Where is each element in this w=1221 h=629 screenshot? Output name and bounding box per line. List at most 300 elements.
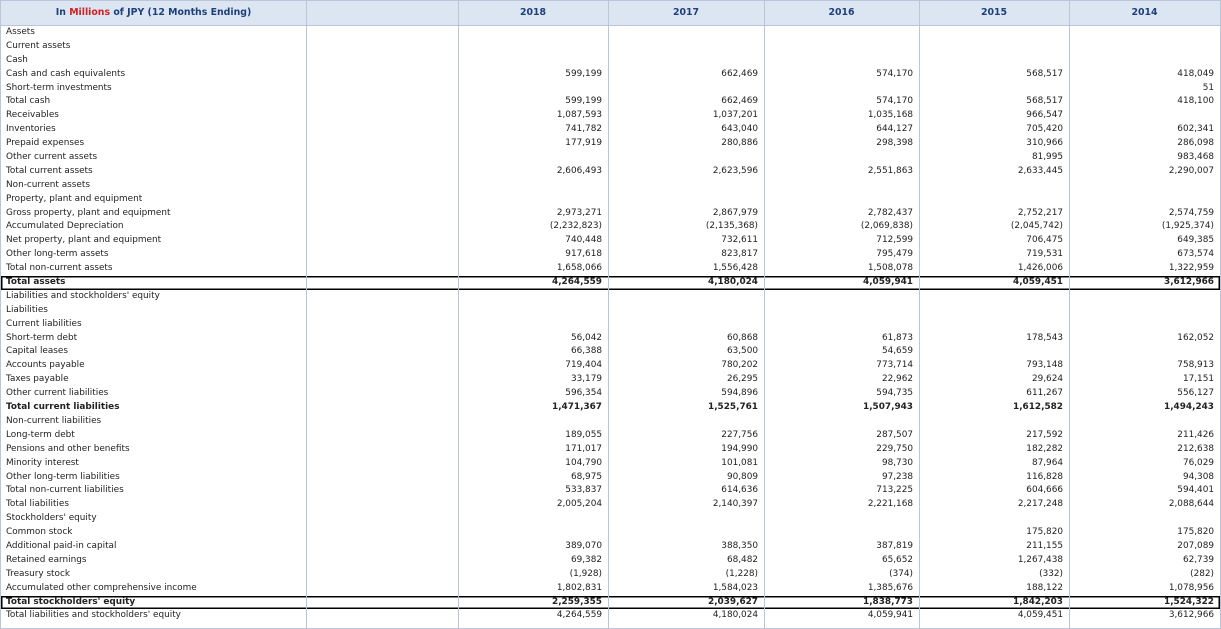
value-cell: 387,819 — [876, 540, 913, 551]
value-cell: 65,652 — [881, 554, 913, 565]
value-cell — [919, 304, 1069, 318]
value-cell: 795,479 — [876, 249, 913, 260]
value-cell — [764, 415, 919, 429]
row-label: Accumulated other comprehensive income — [6, 582, 197, 593]
caption-prefix: In — [55, 7, 70, 18]
row-label: Assets — [6, 27, 35, 37]
value-cell: 162,052 — [1177, 332, 1214, 343]
value-cell: 673,574 — [1177, 249, 1214, 260]
value-cell: 207,089 — [1177, 540, 1214, 551]
table-row — [1, 40, 1220, 54]
value-cell: 602,341 — [1177, 124, 1214, 135]
value-cell: 101,081 — [721, 457, 758, 468]
value-cell: 574,170 — [876, 96, 913, 107]
value-cell — [764, 26, 919, 40]
value-cell: 116,828 — [1026, 471, 1063, 482]
value-cell — [919, 290, 1069, 304]
value-cell — [608, 179, 764, 193]
value-cell: (1,925,374) — [1161, 221, 1214, 232]
value-cell — [458, 512, 608, 526]
value-cell: 1,494,243 — [1164, 402, 1214, 413]
value-cell: 66,388 — [570, 346, 602, 357]
year-header: 2018 — [519, 7, 547, 18]
row-label: Total cash — [6, 96, 51, 107]
value-cell: (2,045,742) — [1010, 221, 1063, 232]
value-cell — [458, 290, 608, 304]
value-cell: 2,551,863 — [867, 165, 913, 176]
table-row — [1, 415, 1220, 429]
value-cell: 211,155 — [1026, 540, 1063, 551]
value-cell: 310,966 — [1026, 138, 1063, 149]
value-cell — [764, 193, 919, 207]
value-cell: 1,584,023 — [712, 582, 758, 593]
value-cell: 1,035,168 — [867, 110, 913, 121]
value-cell: 280,886 — [721, 138, 758, 149]
value-cell: 1,508,078 — [867, 263, 913, 274]
value-cell: 2,140,397 — [712, 499, 758, 510]
value-cell — [458, 304, 608, 318]
value-cell: (374) — [889, 568, 913, 579]
value-cell — [1069, 26, 1220, 40]
value-cell: 229,750 — [876, 443, 913, 454]
value-cell: 643,040 — [721, 124, 758, 135]
row-label: Common stock — [6, 527, 73, 538]
value-cell — [608, 54, 764, 68]
value-cell — [608, 318, 764, 332]
column-divider — [608, 1, 609, 628]
column-divider — [1069, 1, 1070, 628]
row-label: Cash and cash equivalents — [6, 68, 126, 79]
row-label: Other long-term liabilities — [6, 471, 120, 482]
value-cell — [608, 193, 764, 207]
value-cell: 33,179 — [570, 374, 602, 385]
table-row — [1, 151, 1220, 165]
value-cell — [919, 54, 1069, 68]
row-label: Retained earnings — [6, 554, 87, 565]
value-cell: 1,802,831 — [556, 582, 602, 593]
value-cell: 2,221,168 — [867, 499, 913, 510]
value-cell: (2,069,838) — [860, 221, 913, 232]
table-row — [1, 443, 1220, 457]
value-cell — [764, 512, 919, 526]
value-cell: 287,507 — [876, 429, 913, 440]
value-cell — [458, 193, 608, 207]
value-cell — [1069, 345, 1220, 359]
table-row — [1, 582, 1220, 596]
table-row — [1, 234, 1220, 248]
table-row — [1, 220, 1220, 234]
value-cell: 1,385,676 — [867, 582, 913, 593]
caption-suffix: of JPY (12 Months Ending) — [110, 7, 252, 18]
value-cell: 194,990 — [721, 443, 758, 454]
value-cell — [764, 304, 919, 318]
value-cell: 2,633,445 — [1017, 165, 1063, 176]
row-label: Cash — [6, 54, 28, 65]
value-cell — [608, 82, 764, 96]
table-row — [1, 540, 1220, 554]
table-body — [1, 26, 1220, 623]
value-cell — [608, 526, 764, 540]
value-cell — [1069, 512, 1220, 526]
table-row — [1, 248, 1220, 262]
value-cell: 568,517 — [1026, 68, 1063, 79]
value-cell: 182,282 — [1026, 443, 1063, 454]
value-cell: 63,500 — [726, 346, 758, 357]
value-cell: 418,049 — [1177, 68, 1214, 79]
value-cell: 574,170 — [876, 68, 913, 79]
table-row — [1, 109, 1220, 123]
value-cell — [458, 82, 608, 96]
value-cell: 388,350 — [721, 540, 758, 551]
value-cell: 2,217,248 — [1017, 499, 1063, 510]
value-cell: 4,264,559 — [556, 610, 602, 621]
table-row — [1, 332, 1220, 346]
value-cell — [1069, 415, 1220, 429]
value-cell: 713,225 — [876, 485, 913, 496]
row-label: Total non-current assets — [6, 263, 113, 274]
table-row — [1, 526, 1220, 540]
value-cell — [458, 179, 608, 193]
year-header: 2017 — [672, 7, 700, 18]
value-cell: 60,868 — [726, 332, 758, 343]
row-label: Property, plant and equipment — [6, 193, 143, 204]
header-caption — [1, 1, 306, 25]
value-cell: 2,867,979 — [712, 207, 758, 218]
value-cell: 2,290,007 — [1168, 165, 1214, 176]
table-row — [1, 262, 1220, 276]
value-cell — [1069, 318, 1220, 332]
value-cell — [608, 26, 764, 40]
value-cell: 599,199 — [565, 68, 602, 79]
table-row — [1, 276, 1220, 290]
value-cell: 3,612,966 — [1164, 277, 1214, 288]
table-row — [1, 26, 1220, 40]
value-cell: 104,790 — [565, 457, 602, 468]
value-cell: 705,420 — [1026, 124, 1063, 135]
value-cell: 644,127 — [876, 124, 913, 135]
row-label: Net property, plant and equipment — [6, 235, 162, 246]
row-label: Receivables — [6, 110, 59, 121]
value-cell: 2,606,493 — [556, 165, 602, 176]
value-cell: 1,471,367 — [552, 402, 602, 413]
value-cell — [608, 151, 764, 165]
value-cell: 2,782,437 — [867, 207, 913, 218]
value-cell: 51 — [1202, 82, 1214, 93]
value-cell: 983,468 — [1177, 152, 1214, 163]
value-cell: 2,574,759 — [1168, 207, 1214, 218]
value-cell: 4,059,941 — [867, 610, 913, 621]
table-row — [1, 387, 1220, 401]
value-cell: 917,618 — [565, 249, 602, 260]
table-row — [1, 401, 1220, 415]
value-cell: 1,556,428 — [712, 263, 758, 274]
value-cell — [608, 415, 764, 429]
row-label: Total non-current liabilities — [6, 485, 124, 496]
value-cell: 1,838,773 — [863, 596, 913, 607]
row-label: Other current liabilities — [6, 388, 109, 399]
value-cell: 175,820 — [1177, 527, 1214, 538]
value-cell — [764, 179, 919, 193]
value-cell: 4,059,451 — [1017, 610, 1063, 621]
value-cell: 298,398 — [876, 138, 913, 149]
row-label: Liabilities and stockholders' equity — [6, 290, 160, 301]
value-cell — [919, 512, 1069, 526]
value-cell: 56,042 — [570, 332, 602, 343]
table-row — [1, 429, 1220, 443]
value-cell: 662,469 — [721, 96, 758, 107]
value-cell: 2,259,355 — [552, 596, 602, 607]
table-header-row — [1, 1, 1220, 26]
row-label: Pensions and other benefits — [6, 443, 130, 454]
row-label: Non-current assets — [6, 179, 90, 190]
value-cell: 68,482 — [726, 554, 758, 565]
row-label: Stockholders' equity — [6, 513, 97, 524]
value-cell: 2,973,271 — [556, 207, 602, 218]
value-cell: 732,611 — [721, 235, 758, 246]
value-cell: 611,267 — [1026, 388, 1063, 399]
value-cell: 823,817 — [721, 249, 758, 260]
value-cell: 1,525,761 — [708, 402, 758, 413]
value-cell: 81,995 — [1031, 152, 1063, 163]
value-cell: 418,100 — [1177, 96, 1214, 107]
table-row — [1, 457, 1220, 471]
value-cell: (282) — [1190, 568, 1214, 579]
value-cell: 2,039,627 — [708, 596, 758, 607]
value-cell: 62,739 — [1182, 554, 1214, 565]
row-label: Taxes payable — [6, 374, 69, 385]
value-cell — [919, 40, 1069, 54]
table-row — [1, 609, 1220, 623]
value-cell: 1,426,006 — [1017, 263, 1063, 274]
value-cell: 1,524,322 — [1164, 596, 1214, 607]
value-cell: 389,070 — [565, 540, 602, 551]
table-row — [1, 193, 1220, 207]
value-cell: 68,975 — [570, 471, 602, 482]
value-cell: 599,199 — [565, 96, 602, 107]
value-cell — [919, 318, 1069, 332]
value-cell — [458, 526, 608, 540]
value-cell: 2,088,644 — [1168, 499, 1214, 510]
value-cell — [919, 193, 1069, 207]
column-divider — [458, 1, 459, 628]
value-cell: 1,507,943 — [863, 402, 913, 413]
value-cell: 171,017 — [565, 443, 602, 454]
value-cell: 188,122 — [1026, 582, 1063, 593]
table-row — [1, 82, 1220, 96]
value-cell: 94,308 — [1182, 471, 1214, 482]
value-cell: 286,098 — [1177, 138, 1214, 149]
value-cell: 719,404 — [565, 360, 602, 371]
value-cell: (1,928) — [569, 568, 602, 579]
row-label: Non-current liabilities — [6, 415, 102, 426]
value-cell: 4,180,024 — [708, 277, 758, 288]
value-cell: 604,666 — [1026, 485, 1063, 496]
value-cell: 594,401 — [1177, 485, 1214, 496]
table-row — [1, 290, 1220, 304]
value-cell — [1069, 179, 1220, 193]
value-cell: (1,228) — [725, 568, 758, 579]
value-cell — [764, 318, 919, 332]
value-cell: 1,658,066 — [556, 263, 602, 274]
row-label: Short-term investments — [6, 82, 112, 93]
value-cell — [458, 318, 608, 332]
row-label: Inventories — [6, 124, 56, 135]
row-label: Total liabilities and stockholders' equity — [6, 610, 181, 621]
value-cell — [458, 415, 608, 429]
value-cell: 211,426 — [1177, 429, 1214, 440]
value-cell: 594,896 — [721, 388, 758, 399]
row-label: Accumulated Depreciation — [6, 221, 124, 232]
year-header: 2016 — [828, 7, 855, 18]
value-cell: (2,232,823) — [549, 221, 602, 232]
value-cell: 69,382 — [570, 554, 602, 565]
value-cell: 1,612,582 — [1013, 402, 1063, 413]
table-row — [1, 123, 1220, 137]
table-row — [1, 345, 1220, 359]
column-divider — [764, 1, 765, 628]
value-cell: 758,913 — [1177, 360, 1214, 371]
row-label: Total stockholders' equity — [6, 596, 136, 607]
row-label: Minority interest — [6, 457, 79, 468]
value-cell: 90,809 — [726, 471, 758, 482]
value-cell: 22,962 — [881, 374, 913, 385]
value-cell: 2,752,217 — [1017, 207, 1063, 218]
value-cell: 227,756 — [721, 429, 758, 440]
value-cell — [764, 54, 919, 68]
row-label: Total current liabilities — [6, 402, 120, 413]
table-row — [1, 304, 1220, 318]
value-cell: 1,037,201 — [712, 110, 758, 121]
value-cell — [1069, 193, 1220, 207]
value-cell — [764, 40, 919, 54]
table-row — [1, 484, 1220, 498]
value-cell: 966,547 — [1026, 110, 1063, 121]
value-cell — [764, 82, 919, 96]
value-cell: 54,659 — [881, 346, 913, 357]
value-cell — [608, 40, 764, 54]
row-label: Total current assets — [6, 165, 93, 176]
value-cell — [608, 304, 764, 318]
value-cell: 706,475 — [1026, 235, 1063, 246]
value-cell: 594,735 — [876, 388, 913, 399]
row-label: Additional paid-in capital — [6, 540, 117, 551]
table-row — [1, 54, 1220, 68]
value-cell — [919, 179, 1069, 193]
row-label: Treasury stock — [6, 568, 70, 579]
value-cell: 87,964 — [1031, 457, 1063, 468]
value-cell — [608, 290, 764, 304]
value-cell: 719,531 — [1026, 249, 1063, 260]
value-cell — [458, 40, 608, 54]
value-cell: 4,059,451 — [1013, 277, 1063, 288]
value-cell — [458, 54, 608, 68]
caption-unit-highlight: Millions — [69, 7, 111, 18]
value-cell: 177,919 — [565, 138, 602, 149]
table-row — [1, 179, 1220, 193]
table-row — [1, 471, 1220, 485]
row-label: Current assets — [6, 40, 71, 51]
value-cell: 3,612,966 — [1168, 610, 1214, 621]
table-row — [1, 498, 1220, 512]
table-row — [1, 359, 1220, 373]
table-row — [1, 373, 1220, 387]
table-row — [1, 165, 1220, 179]
value-cell — [919, 415, 1069, 429]
value-cell: 1,087,593 — [556, 110, 602, 121]
year-header: 2015 — [980, 7, 1008, 18]
value-cell: 189,055 — [565, 429, 602, 440]
table-row — [1, 568, 1220, 582]
table-row — [1, 554, 1220, 568]
value-cell: 793,148 — [1026, 360, 1063, 371]
table-row — [1, 207, 1220, 221]
value-cell — [764, 290, 919, 304]
value-cell — [919, 82, 1069, 96]
value-cell: 1,842,203 — [1013, 596, 1063, 607]
value-cell — [764, 151, 919, 165]
table-row — [1, 596, 1220, 610]
value-cell: (332) — [1039, 568, 1063, 579]
value-cell: (2,135,368) — [705, 221, 758, 232]
value-cell: 649,385 — [1177, 235, 1214, 246]
value-cell: 568,517 — [1026, 96, 1063, 107]
value-cell — [458, 151, 608, 165]
value-cell: 4,059,941 — [863, 277, 913, 288]
value-cell: 740,448 — [565, 235, 602, 246]
row-label: Gross property, plant and equipment — [6, 207, 171, 218]
value-cell — [1069, 109, 1220, 123]
value-cell: 217,592 — [1026, 429, 1063, 440]
value-cell: 29,624 — [1031, 374, 1063, 385]
table-row — [1, 95, 1220, 109]
value-cell: 712,599 — [876, 235, 913, 246]
value-cell: 212,638 — [1177, 443, 1214, 454]
value-cell: 178,543 — [1026, 332, 1063, 343]
row-label: Capital leases — [6, 346, 69, 357]
row-label: Other current assets — [6, 152, 98, 163]
value-cell: 2,005,204 — [556, 499, 602, 510]
value-cell: 741,782 — [565, 124, 602, 135]
row-label: Total liabilities — [6, 499, 69, 510]
table-row — [1, 318, 1220, 332]
year-header: 2014 — [1131, 7, 1158, 18]
value-cell: 596,354 — [565, 388, 602, 399]
value-cell: 1,078,956 — [1168, 582, 1214, 593]
row-label: Other long-term assets — [6, 249, 109, 260]
row-label: Current liabilities — [6, 318, 82, 329]
value-cell — [919, 345, 1069, 359]
value-cell: 780,202 — [721, 360, 758, 371]
row-label: Liabilities — [6, 304, 48, 315]
value-cell — [458, 26, 608, 40]
value-cell: 2,623,596 — [712, 165, 758, 176]
value-cell: 26,295 — [726, 374, 758, 385]
value-cell: 4,180,024 — [712, 610, 758, 621]
row-label: Total assets — [6, 277, 66, 288]
value-cell: 662,469 — [721, 68, 758, 79]
column-divider — [306, 1, 307, 628]
value-cell: 614,636 — [721, 485, 758, 496]
value-cell — [919, 26, 1069, 40]
row-label: Accounts payable — [6, 360, 85, 371]
value-cell — [764, 526, 919, 540]
value-cell: 556,127 — [1177, 388, 1214, 399]
value-cell: 175,820 — [1026, 527, 1063, 538]
value-cell — [608, 512, 764, 526]
row-label: Short-term debt — [6, 332, 78, 343]
value-cell — [1069, 290, 1220, 304]
row-label: Prepaid expenses — [6, 138, 85, 149]
